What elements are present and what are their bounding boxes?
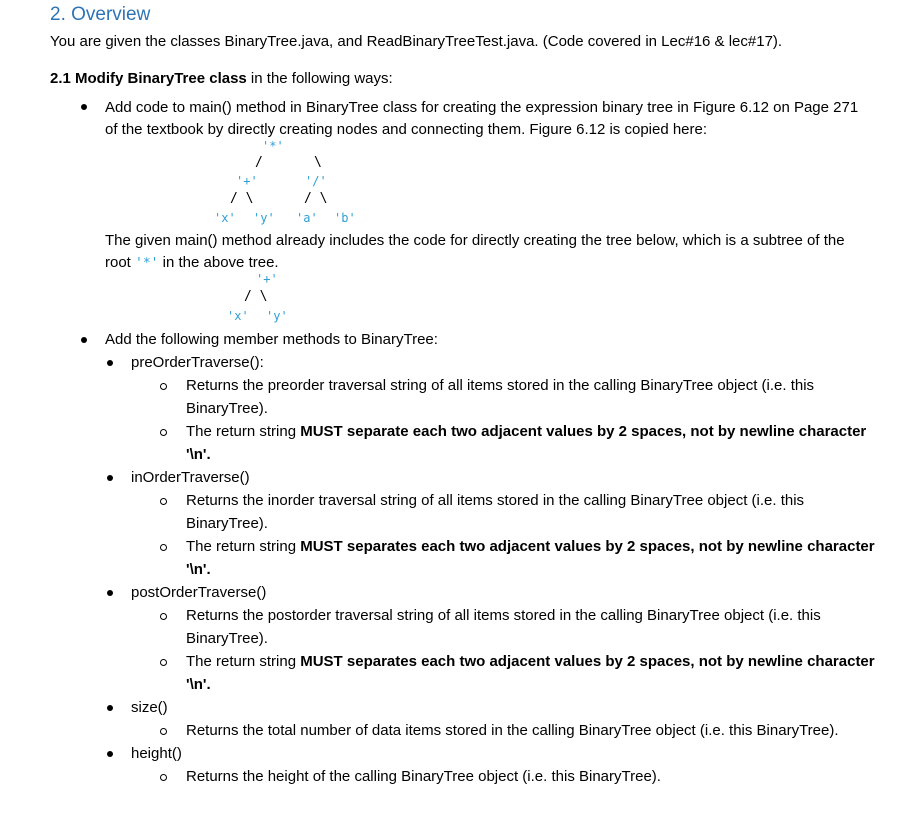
circle-bullet-icon: [160, 544, 167, 551]
tree1-leaf-b: 'b': [334, 211, 356, 225]
intro-text: You are given the classes BinaryTree.java, and ReadBinaryTreeTest.java. (Code covered in Lec#16 & lec#17).: [50, 33, 783, 50]
given-root-code: '*': [135, 256, 159, 271]
method-height-name: height(): [131, 745, 182, 762]
given-line2-pre: root: [105, 254, 136, 271]
bullet-icon: [107, 705, 113, 711]
subsection-heading: [50, 68, 393, 90]
circle-bullet-icon: [160, 613, 167, 620]
method-inorder-name: inOrderTraverse(): [131, 469, 250, 486]
circle-bullet-icon: [160, 728, 167, 735]
height-desc1: Returns the height of the calling BinaryTree object (i.e. this BinaryTree).: [186, 768, 661, 785]
item2-text: Add the following member methods to BinaryTree:: [105, 331, 438, 348]
tree1-branch-left: /: [255, 155, 263, 170]
postorder-desc2-bold: MUST separates each two adjacent values by 2 spaces, not by newline character: [300, 653, 875, 670]
bullet-icon: [81, 104, 87, 110]
item1-line1: Add code to main() method in BinaryTree class for creating the expression binary tree in Figure 6.12 on Page 271: [105, 99, 859, 116]
postorder-desc2-pre: The return string: [186, 653, 301, 670]
tree1-node-div: '/': [305, 174, 327, 188]
bullet-icon: [107, 590, 113, 596]
tree1-branches-div: / \: [304, 191, 328, 206]
bullet-icon: [107, 751, 113, 757]
postorder-desc2-line2: '\n'.: [186, 676, 211, 693]
subsection-title: 2.1 Modify BinaryTree class: [50, 70, 247, 87]
postorder-desc1-line2: BinaryTree).: [186, 630, 268, 647]
circle-bullet-icon: [160, 429, 167, 436]
tree1-leaf-x: 'x': [214, 211, 236, 225]
tree2-node-plus: '+': [256, 272, 278, 286]
tree2-leaf-x: 'x': [227, 309, 249, 323]
given-line1: The given main() method already includes the code for directly creating the tree below, which is a subtree of the: [105, 232, 845, 249]
inorder-desc2-line2: '\n'.: [186, 561, 211, 578]
preorder-desc2-bold: MUST separate each two adjacent values by 2 spaces, not by newline character: [300, 423, 867, 440]
inorder-desc1-line1: Returns the inorder traversal string of all items stored in the calling BinaryTree object (i.e. this: [186, 492, 805, 509]
size-desc1: Returns the total number of data items stored in the calling BinaryTree object (i.e. this BinaryTree).: [186, 722, 839, 739]
preorder-desc1-line2: BinaryTree).: [186, 400, 268, 417]
inorder-desc2-pre: The return string: [186, 538, 301, 555]
tree2-leaf-y: 'y': [266, 309, 288, 323]
tree1-leaf-a: 'a': [296, 211, 318, 225]
postorder-desc2-line1: [186, 651, 875, 673]
inorder-desc2-bold: MUST separates each two adjacent values by 2 spaces, not by newline character: [300, 538, 875, 555]
tree1-root: '*': [262, 139, 284, 153]
method-postorder-name: postOrderTraverse(): [131, 584, 267, 601]
tree1-branches-plus: / \: [230, 191, 254, 206]
inorder-desc1-line2: BinaryTree).: [186, 515, 268, 532]
method-preorder-name: preOrderTraverse():: [131, 354, 264, 371]
postorder-desc1-line1: Returns the postorder traversal string of all items stored in the calling BinaryTree object (i.e. this: [186, 607, 821, 624]
given-line2-post: in the above tree.: [158, 254, 279, 271]
method-size-name: size(): [131, 699, 168, 716]
section-heading: 2. Overview: [50, 4, 151, 25]
preorder-desc2-pre: The return string: [186, 423, 301, 440]
given-line2: [105, 252, 279, 275]
tree1-branch-right: \: [314, 155, 322, 170]
circle-bullet-icon: [160, 383, 167, 390]
bullet-icon: [107, 360, 113, 366]
bullet-icon: [107, 475, 113, 481]
preorder-desc2-line1: [186, 421, 866, 443]
subsection-rest: in the following ways:: [246, 70, 393, 87]
circle-bullet-icon: [160, 498, 167, 505]
bullet-icon: [81, 337, 87, 343]
circle-bullet-icon: [160, 659, 167, 666]
circle-bullet-icon: [160, 774, 167, 781]
tree1-leaf-y: 'y': [253, 211, 275, 225]
inorder-desc2-line1: [186, 536, 875, 558]
tree1-node-plus: '+': [236, 174, 258, 188]
item1-line2: of the textbook by directly creating nodes and connecting them. Figure 6.12 is copied here:: [105, 121, 708, 138]
preorder-desc1-line1: Returns the preorder traversal string of all items stored in the calling BinaryTree object (i.e. this: [186, 377, 815, 394]
tree2-branches: / \: [244, 289, 268, 304]
preorder-desc2-line2: '\n'.: [186, 446, 211, 463]
